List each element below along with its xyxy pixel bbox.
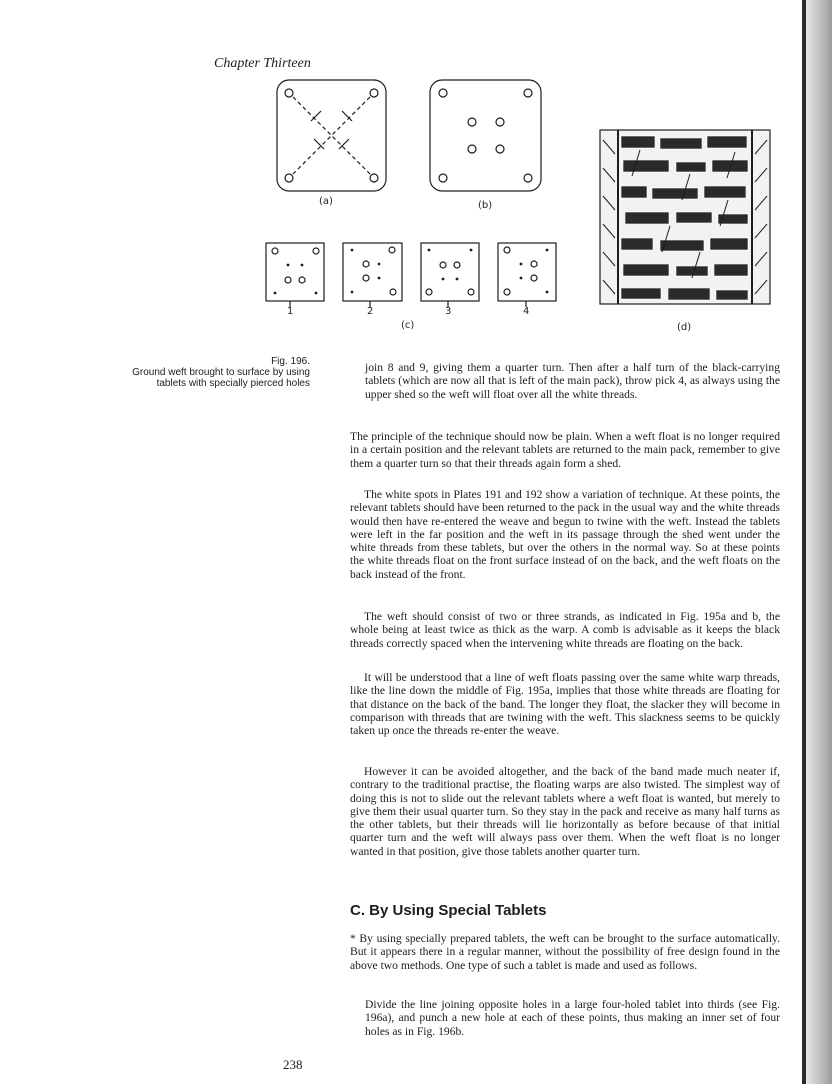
caption-fig: Fig. 196. xyxy=(271,356,310,367)
paragraph: join 8 and 9, giving them a quarter turn. Then after a half turn of the black-carrying tablets (which are now all that is left of the main pack), throw pick 4, as always using the upper shed so the weft will float over all the white threads. xyxy=(365,361,780,401)
binding-shadow xyxy=(806,0,832,1084)
paragraph: It will be understood that a line of weft floats passing over the same white warp threads, like the line down the middle of Fig. 195a, implies that those white threads are floating for that distance on the back of the band. The longer they float, the slacker they will become in comparison with threads that are twining with the weft. This slackness seems to be quickly taken up once the threads re-enter the weave. xyxy=(350,671,780,738)
paragraph: The white spots in Plates 191 and 192 show a variation of technique. At these points, the relevant tablets should have been returned to the pack in the usual way and the white threads would then have re-entered the weave and begun to twine with the weft. Instead the tablets were left in the far position and the weft in its passage through the shed went under the white threads from these tablets, but over the others in the normal way. So at these points the white threads float on the front surface instead of on the back, and the weft floats on the back instead of the front. xyxy=(350,488,780,581)
label-d: (d) xyxy=(677,322,692,333)
paragraph: * By using specially prepared tablets, the weft can be brought to the surface automatically. But it appears there in a regular manner, without the possibility of free design found in the above two methods. One type of such a tablet is made and used as follows. xyxy=(350,932,780,972)
label-c1: 1 xyxy=(287,306,294,317)
label-c4: 4 xyxy=(523,306,530,317)
label-c2: 2 xyxy=(367,306,374,317)
paragraph: Divide the line joining opposite holes in a large four-holed tablet into thirds (see Fig. 196a), and punch a new hole at each of these points, thus making an inner set of four holes as in Fig. 196b. xyxy=(365,998,780,1038)
fig-d-band xyxy=(600,130,770,304)
label-c3: 3 xyxy=(445,306,452,317)
section-heading: C. By Using Special Tablets xyxy=(350,902,547,919)
label-c: (c) xyxy=(401,320,415,331)
paragraph: However it can be avoided altogether, and the back of the band made much neater if, contrary to the traditional practise, the floating warps are also twisted. The simplest way of doing this is not to slide out the relevant tablets where a weft float is wanted, but merely to give them their usual quarter turn. So they stay in the pack and receive as many half turns as the other tablets, but their threads will lie horizontally as before because of that initial quarter turn and the weft will always pass over them. When the weft float is no longer wanted in that position, give those tablets another quarter turn. xyxy=(350,765,780,858)
label-b: (b) xyxy=(478,200,493,211)
figure-196 xyxy=(0,0,800,340)
figure-caption xyxy=(100,356,310,389)
caption-line-2: tablets with specially pierced holes xyxy=(156,378,310,389)
caption-line-1: Ground weft brought to surface by using xyxy=(132,367,310,378)
chapter-header: Chapter Thirteen xyxy=(214,56,311,71)
paragraph: The principle of the technique should now be plain. When a weft float is no longer required in a certain position and the relevant tablets are returned to the main pack, remember to give them a quarter turn so that their threads again form a shed. xyxy=(350,430,780,470)
fig-c-tablet-3 xyxy=(421,243,479,301)
paragraph: The weft should consist of two or three strands, as indicated in Fig. 195a and b, the whole being at least twice as thick as the warp. A comb is advisable as it keeps the black threads correctly spaced when the intervening white threads are floating on the back. xyxy=(350,610,780,650)
page-number: 238 xyxy=(283,1057,303,1072)
fig-b-tablet xyxy=(430,80,541,191)
label-a: (a) xyxy=(319,196,333,207)
